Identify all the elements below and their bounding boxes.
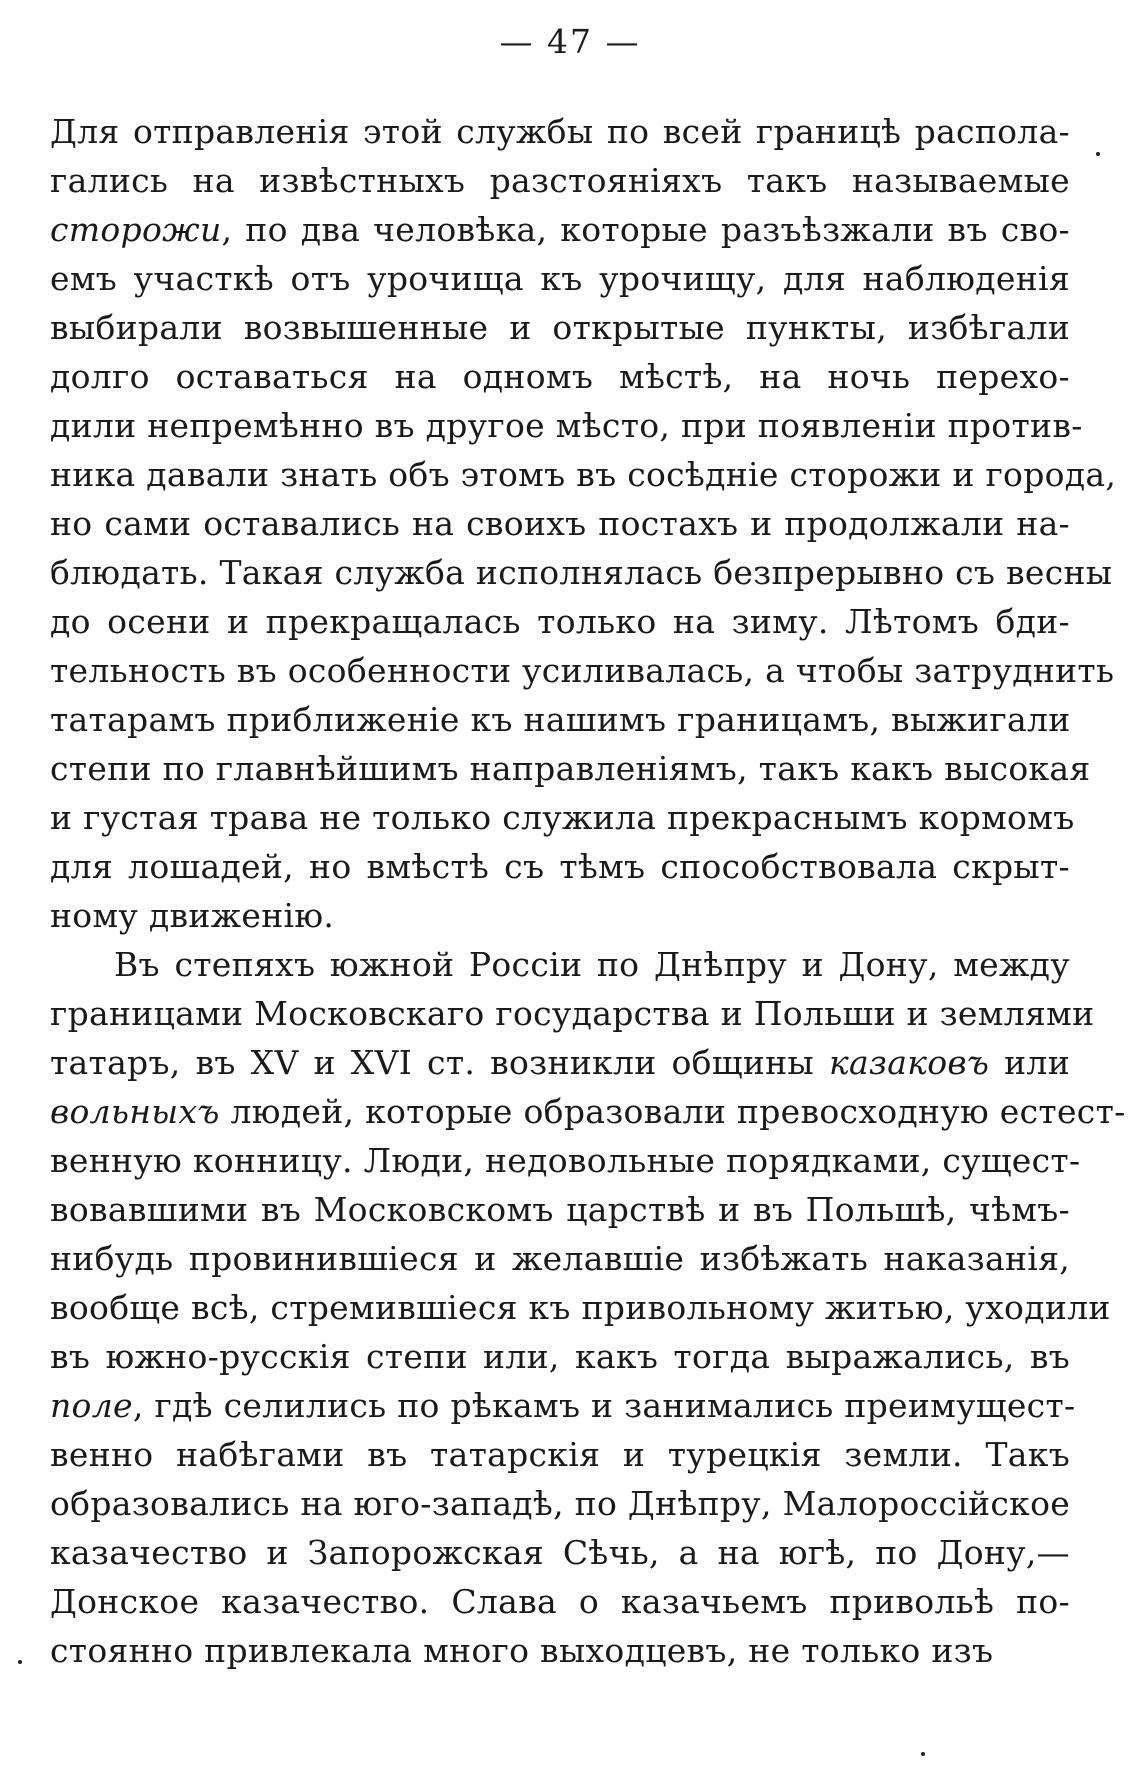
text-run: татаръ, въ XV и XVI ст. возникли общины <box>50 1043 829 1082</box>
text-line <box>50 1234 1070 1283</box>
text-line <box>50 1479 1070 1528</box>
text-run: но сами оставались на своихъ постахъ и продолжали на- <box>50 504 1070 543</box>
text-run: и густая трава не только служила прекраснымъ кормомъ <box>50 798 1075 837</box>
text-run: или <box>989 1043 1070 1082</box>
text-run: емъ участкѣ отъ урочища къ урочищу, для наблюденія <box>50 259 1070 298</box>
text-run: долго оставаться на одномъ мѣстѣ, на ночь перехо- <box>50 357 1070 396</box>
text-run: Донское казачество. Слава о казачьемъ привольѣ по- <box>50 1582 1070 1621</box>
print-speck <box>18 1660 22 1664</box>
text-line <box>50 1577 1070 1626</box>
paragraph-1 <box>50 107 1117 940</box>
text-run: Въ степяхъ южной Россіи по Днѣпру и Дону, между <box>114 945 1070 984</box>
text-line <box>50 793 1075 842</box>
text-run: венно набѣгами въ татарскія и турецкія земли. Такъ <box>50 1435 1070 1474</box>
text-run: казачество и Запорожская Сѣчь, а на югѣ, по Дону,— <box>50 1533 1070 1572</box>
text-run: Для отправленія этой службы по всей границѣ распола- <box>50 112 1070 151</box>
paragraph-2 <box>50 940 1126 1675</box>
text-run: выбирали возвышенные и открытые пункты, избѣгали <box>50 308 1070 347</box>
italic-term: вольныхъ <box>50 1092 220 1131</box>
text-run: вовавшими въ Московскомъ царствѣ и въ Польшѣ, чѣмъ- <box>50 1190 1070 1229</box>
text-run: людей, которые образовали превосходную естест- <box>219 1092 1126 1131</box>
text-line <box>50 1136 1081 1185</box>
text-line <box>50 646 1115 695</box>
text-line <box>50 597 1070 646</box>
text-line <box>50 940 1070 989</box>
text-line <box>50 303 1070 352</box>
text-run: , гдѣ селились по рѣкамъ и занимались преимущест- <box>132 1386 1076 1425</box>
text-run: границами Московскаго государства и Польши и землями <box>50 994 1095 1033</box>
text-run: образовались на юго-западѣ, по Днѣпру, Малороссійское <box>50 1484 1071 1523</box>
text-run: до осени и прекращалась только на зиму. Лѣтомъ бди- <box>50 602 1070 641</box>
text-line <box>50 989 1095 1038</box>
text-line <box>50 1038 1070 1087</box>
text-line <box>50 156 1070 205</box>
text-line <box>50 401 1083 450</box>
text-line <box>50 695 1070 744</box>
text-run: вообще всѣ, стремившіеся къ привольному житью, уходили <box>50 1288 1111 1327</box>
text-run: дили непремѣнно въ другое мѣсто, при появленіи против- <box>50 406 1083 445</box>
text-run: въ южно-русскія степи или, какъ тогда выражались, въ <box>50 1337 1070 1376</box>
text-run: степи по главнѣйшимъ направленіямъ, такъ какъ высокая <box>50 749 1091 788</box>
text-run: венную конницу. Люди, недовольные порядками, сущест- <box>50 1141 1081 1180</box>
text-line <box>50 842 1070 891</box>
text-run: блюдать. Такая служба исполнялась безпрерывно съ весны <box>50 553 1113 592</box>
text-line <box>50 1626 1070 1675</box>
text-run: ному движенію. <box>50 896 335 935</box>
italic-term: поле <box>50 1386 133 1425</box>
text-run: тельность въ особенности усиливалась, а чтобы затруднить <box>50 651 1115 690</box>
text-line <box>50 352 1070 401</box>
text-line <box>50 744 1091 793</box>
text-line <box>50 1430 1070 1479</box>
text-run: нибудь провинившіеся и желавшіе избѣжать наказанія, <box>50 1239 1070 1278</box>
text-line <box>50 254 1070 303</box>
text-line <box>50 1283 1111 1332</box>
text-line <box>50 1381 1076 1430</box>
text-run: , по два человѣка, которые разъѣзжали въ сво- <box>221 210 1070 249</box>
text-line <box>50 205 1070 254</box>
page-number: — 47 — <box>499 22 641 61</box>
text-line <box>50 107 1070 156</box>
text-run: стоянно привлекала много выходцевъ, не только изъ <box>50 1631 994 1670</box>
italic-term: сторожи <box>50 210 222 249</box>
text-line <box>50 1332 1070 1381</box>
text-line <box>50 450 1117 499</box>
text-line <box>50 548 1113 597</box>
text-line <box>50 1528 1070 1577</box>
text-line <box>50 1185 1070 1234</box>
print-speck <box>1096 152 1100 156</box>
text-run: для лошадей, но вмѣстѣ съ тѣмъ способствовала скрыт- <box>50 847 1070 886</box>
italic-term: казаковъ <box>828 1043 990 1082</box>
text-run: татарамъ приближеніе къ нашимъ границамъ, выжигали <box>50 700 1071 739</box>
text-line <box>50 499 1070 548</box>
text-run: гались на извѣстныхъ разстояніяхъ такъ называемые <box>50 161 1070 200</box>
text-line <box>50 1087 1126 1136</box>
text-run: ника давали знать объ этомъ въ сосѣдніе сторожи и города, <box>50 455 1117 494</box>
print-speck <box>921 1752 925 1756</box>
text-line <box>50 891 1070 940</box>
